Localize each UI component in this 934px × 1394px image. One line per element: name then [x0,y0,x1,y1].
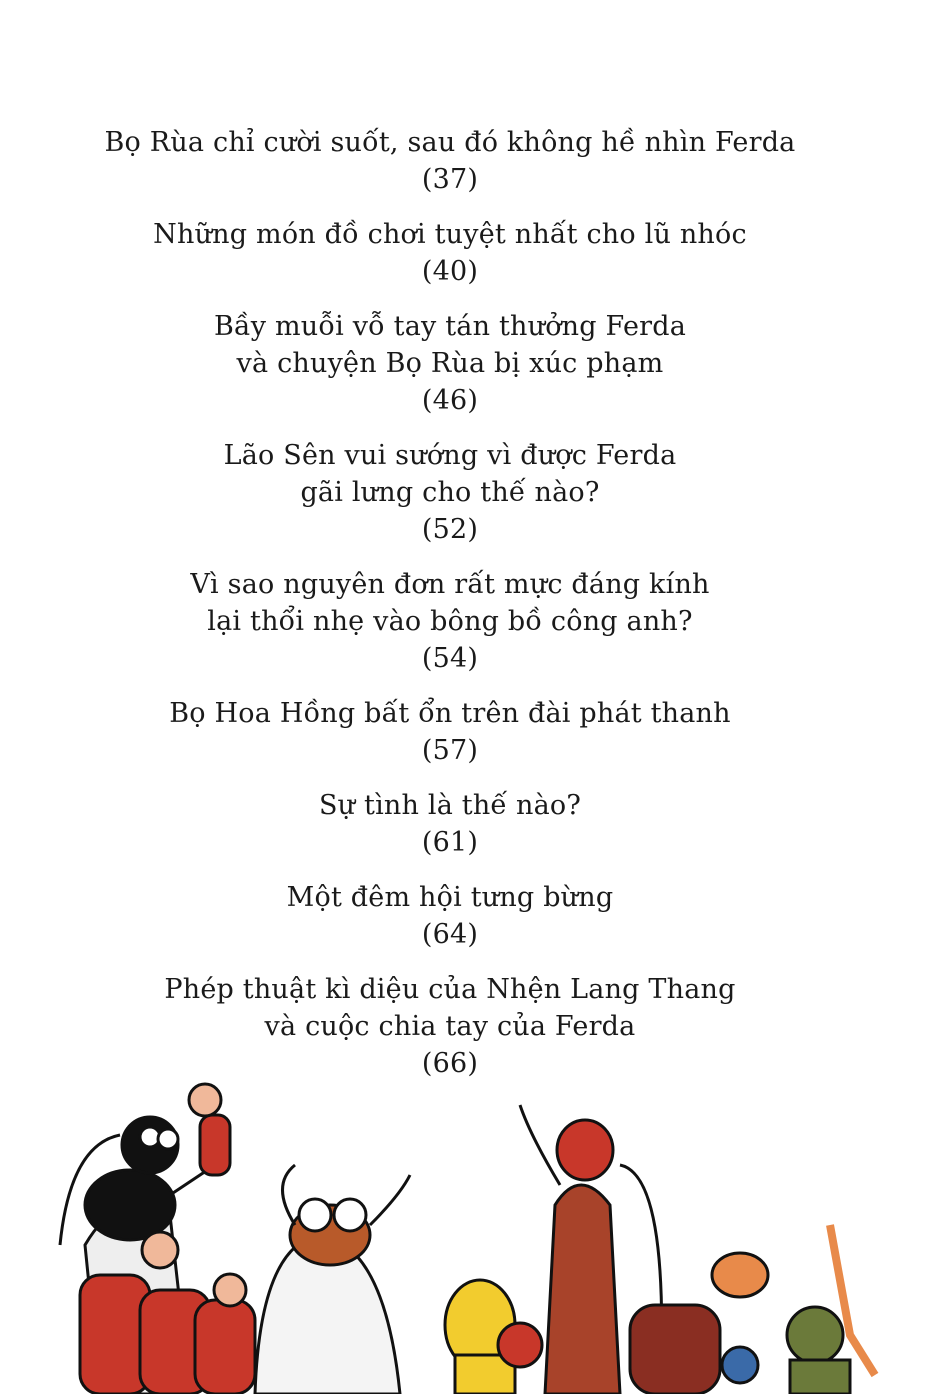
table-of-contents [0,124,900,1100]
toc-entry [0,216,900,290]
toc-entry [0,566,900,677]
toc-title: Bọ Rùa chỉ cười suốt, sau đó không hề nhìn Ferda [104,127,796,158]
toc-title: Lão Sên vui sướng vì được Ferda [223,440,677,471]
toc-title: Sự tình là thế nào? [318,790,582,821]
toc-page: (66) [421,1048,479,1079]
toc-page: (37) [421,164,479,195]
toc-title: Vì sao nguyên đơn rất mực đáng kính [190,569,710,600]
toc-title: và cuộc chia tay của Ferda [264,1011,636,1042]
toc-entry [0,308,900,419]
toc-title: và chuyện Bọ Rùa bị xúc phạm [236,348,664,379]
toc-title: Những món đồ chơi tuyệt nhất cho lũ nhóc [153,219,747,250]
toc-page: (64) [421,919,479,950]
toc-title: Phép thuật kì diệu của Nhện Lang Thang [164,974,736,1005]
toc-entry [0,879,900,953]
toc-entry [0,124,900,198]
toc-entry [0,695,900,769]
insects-illustration [0,1075,934,1394]
toc-page: (40) [421,256,479,287]
toc-title: lại thổi nhẹ vào bông bồ công anh? [207,606,693,637]
mosquito-figure [255,1165,410,1394]
toc-title: gãi lưng cho thế nào? [300,477,600,508]
beetle-group [630,1225,875,1394]
toc-page: (52) [421,514,479,545]
toc-entry [0,437,900,548]
toc-entry [0,971,900,1082]
toc-title: Bọ Hoa Hồng bất ổn trên đài phát thanh [169,698,731,729]
toc-page: (54) [421,643,479,674]
toc-page: (46) [421,385,479,416]
ant-figure [189,1084,230,1175]
toc-page: (57) [421,735,479,766]
toc-title: Một đêm hội tưng bừng [286,882,614,913]
toc-entry [0,787,900,861]
yellow-bug-figure [445,1280,542,1394]
toc-page: (61) [421,827,479,858]
toc-title: Bầy muỗi vỗ tay tán thưởng Ferda [213,311,687,342]
